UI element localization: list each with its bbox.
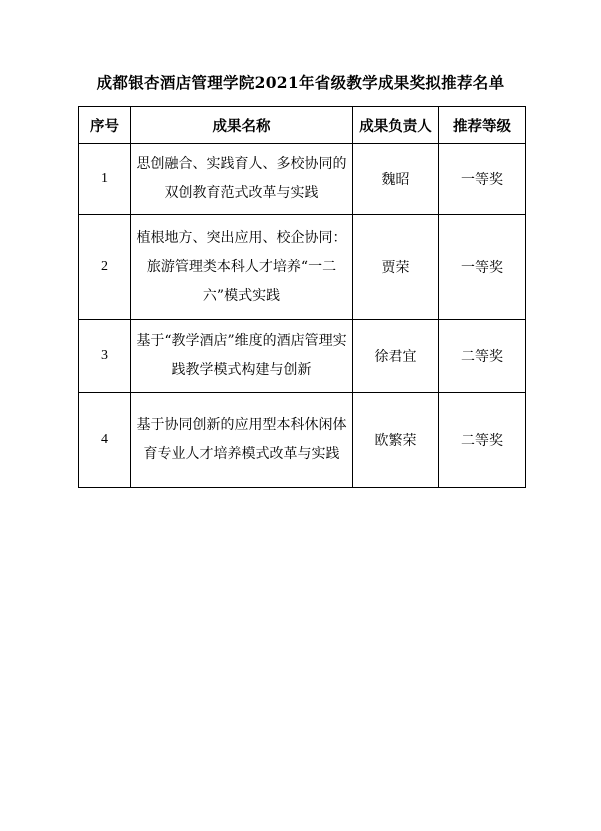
table-row — [79, 144, 526, 215]
row-number: 2 — [79, 215, 131, 320]
table-row — [79, 393, 526, 488]
header-recommended-level: 推荐等级 — [439, 107, 526, 144]
row-leader: 贾荣 — [353, 215, 439, 320]
row-number: 4 — [79, 393, 131, 488]
row-number: 1 — [79, 144, 131, 215]
row-recommended-level: 二等奖 — [439, 393, 526, 488]
row-achievement-name: 基于“教学酒店”维度的酒店管理实践教学模式构建与创新 — [131, 320, 353, 393]
table-header-row — [79, 107, 526, 144]
row-number: 3 — [79, 320, 131, 393]
row-achievement-name: 思创融合、实践育人、多校协同的双创教育范式改革与实践 — [131, 144, 353, 215]
header-leader: 成果负责人 — [353, 107, 439, 144]
table-row — [79, 215, 526, 320]
row-achievement-name: 基于协同创新的应用型本科休闲体育专业人才培养模式改革与实践 — [131, 393, 353, 488]
award-nominees-table — [78, 106, 526, 488]
row-achievement-name: 植根地方、突出应用、校企协同：旅游管理类本科人才培养“一二六”模式实践 — [131, 215, 353, 320]
header-achievement-name: 成果名称 — [131, 107, 353, 144]
row-leader: 徐君宜 — [353, 320, 439, 393]
row-leader: 魏昭 — [353, 144, 439, 215]
row-recommended-level: 一等奖 — [439, 215, 526, 320]
table-row — [79, 320, 526, 393]
row-leader: 欧繁荣 — [353, 393, 439, 488]
header-number: 序号 — [79, 107, 131, 144]
row-recommended-level: 二等奖 — [439, 320, 526, 393]
document-title: 成都银杏酒店管理学院2021年省级教学成果奖拟推荐名单 — [96, 73, 505, 92]
row-recommended-level: 一等奖 — [439, 144, 526, 215]
